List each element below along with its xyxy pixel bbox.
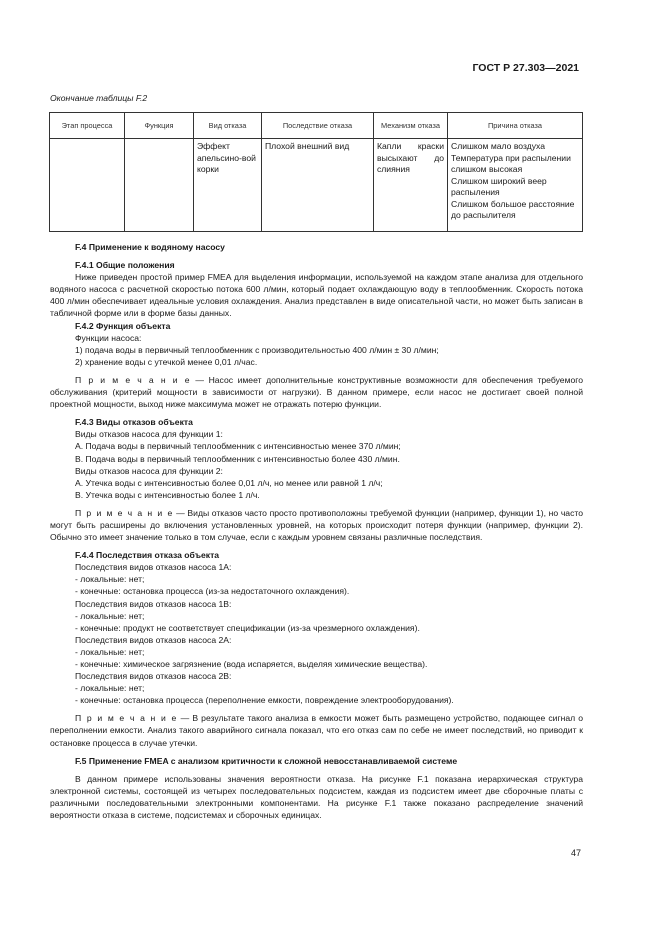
note-label: П р и м е ч а н и е — [75, 374, 191, 385]
subsection-heading: F.4.4 Последствия отказа объекта — [75, 550, 220, 561]
col-header: Вид отказа — [194, 113, 262, 139]
list-item: В. Утечка воды с интенсивностью более 1 л/ч. — [75, 489, 260, 500]
list-item: - конечные: остановка процесса (переполнение емкости, повреждение электрооборудования). — [75, 695, 454, 706]
note — [50, 374, 583, 410]
cell-effect: Плохой внешний вид — [262, 139, 374, 232]
list-item: Последствия видов отказов насоса 1А: — [75, 562, 232, 573]
list-item: Последствия видов отказов насоса 2В: — [75, 671, 232, 682]
list-item: Виды отказов насоса для функции 2: — [75, 465, 223, 476]
cause-item: Слишком мало воздуха — [451, 141, 546, 151]
standard-number: ГОСТ Р 27.303—2021 — [472, 62, 579, 74]
table-header-row — [50, 113, 583, 139]
subsection-heading: F.4.3 Виды отказов объекта — [75, 417, 193, 428]
list-item: - локальные: нет; — [75, 574, 145, 585]
section-heading: F.4 Применение к водяному насосу — [75, 242, 225, 252]
note-label: П р и м е ч а н и е — [75, 507, 174, 518]
cell-stage — [50, 139, 125, 232]
body-text — [50, 241, 583, 821]
list-item: 1) подача воды в первичный теплообменник с производительностью 400 л/мин ± 30 л/мин; — [75, 344, 439, 355]
list-item: - локальные: нет; — [75, 610, 145, 621]
cause-item: Слишком широкий веер распыления — [451, 175, 547, 197]
list-item: А. Утечка воды с интенсивностью более 0,01 л/ч, но менее или равной 1 л/ч; — [75, 477, 383, 488]
list-item: А. Подача воды в первичный теплообменник с интенсивностью менее 370 л/мин; — [75, 441, 401, 452]
list-item: Виды отказов насоса для функции 1: — [75, 429, 223, 440]
fmea-table — [49, 112, 583, 232]
list-item: Последствия видов отказов насоса 2А: — [75, 634, 232, 645]
cause-item: Слишком большое расстояние до распылителя — [451, 198, 575, 220]
paragraph: Ниже приведен простой пример FMEA для выделения информации, используемой на каждом этапе анализа для отдельного водяного насоса с расчетной скоростью потока 600 л/мин, который подает охлаждающую воду в теплообменник. Скорость потока 400 л/мин обеспечивает идеальные условия охлаждения. Анализ представлен в виде описательной части, но может быть записан в табличной форме или в форме базы данных. — [50, 272, 583, 319]
cell-function — [125, 139, 194, 232]
col-header: Причина отказа — [448, 113, 583, 139]
note — [50, 507, 583, 543]
note — [50, 712, 583, 748]
note-text: — В результате такого анализа в емкости может быть размещено устройство, подающее сигнал о переполнении емкости. Анализ такого аварийного сигнала показал, что его отказ сам по себе не имеет последствий, но приводит к остановке процесса в случае утечки. — [50, 713, 583, 748]
table-caption: Окончание таблицы F.2 — [50, 93, 148, 103]
col-header: Последствие отказа — [262, 113, 374, 139]
paragraph: В данном примере использованы значения вероятности отказа. На рисунке F.1 показана иерархическая структура электронной системы, состоящей из четырех последовательных подсистем, каждая из подсистем имеет две сборочные платы с различными последовательными электронными компонентами. На рисунке F.1 также показано распределение значений вероятности отказа в системе, подсистемах и сборочных единицах. — [50, 773, 583, 821]
cell-failure-mode: Эффект апельсино-вой корки — [194, 139, 262, 232]
cell-causes — [448, 139, 583, 232]
list-item: В. Подача воды в первичный теплообменник с интенсивностью более 430 л/мин. — [75, 453, 400, 464]
page-number: 47 — [570, 848, 581, 858]
note-text: — Виды отказов часто просто противоположны требуемой функции (например, функции 1), но часто могут быть расширены до включения установленных уровней, на которых происходит потеря функции (например, функции 2). Обычно это имеет значение только в том случае, если с каждым уровнем связаны различные последствия. — [50, 507, 583, 543]
list-item: - локальные: нет; — [75, 683, 145, 694]
list-item: Последствия видов отказов насоса 1В: — [75, 598, 232, 609]
paragraph: Функции насоса: — [75, 332, 142, 343]
cause-item: Температура при распылении слишком высокая — [451, 152, 571, 174]
section-heading: F.5 Применение FMEA с анализом критичности к сложной невосстанавливаемой системе — [75, 755, 458, 766]
list-item: - конечные: остановка процесса (из-за недостаточного охлаждения). — [75, 586, 350, 597]
col-header: Механизм отказа — [374, 113, 448, 139]
table-row — [50, 139, 583, 232]
col-header: Функция — [125, 113, 194, 139]
list-item: - конечные: химическое загрязнение (вода испаряется, выделяя химические вещества). — [75, 659, 428, 669]
subsection-heading: F.4.2 Функция объекта — [75, 320, 171, 331]
list-item: - локальные: нет; — [75, 646, 145, 657]
note-label: П р и м е ч а н и е — [75, 713, 178, 724]
note-text: — Насос имеет дополнительные конструктивные возможности для обеспечения требуемого обслуживания (критерий мощности в зависимости от нагрузки). В данном примере, если насос не достигает своей полной проектной мощности, выход ниже максимума может не отражать потерю функции. — [50, 374, 583, 410]
cell-mechanism: Капли краски высыхают до слияния — [374, 139, 448, 232]
list-item: - конечные: продукт не соответствует спецификации (из-за чрезмерного охлаждения). — [75, 622, 420, 633]
list-item: 2) хранение воды с утечкой менее 0,01 л/час. — [75, 356, 258, 367]
col-header: Этап процесса — [50, 113, 125, 139]
subsection-heading: F.4.1 Общие положения — [75, 260, 175, 271]
